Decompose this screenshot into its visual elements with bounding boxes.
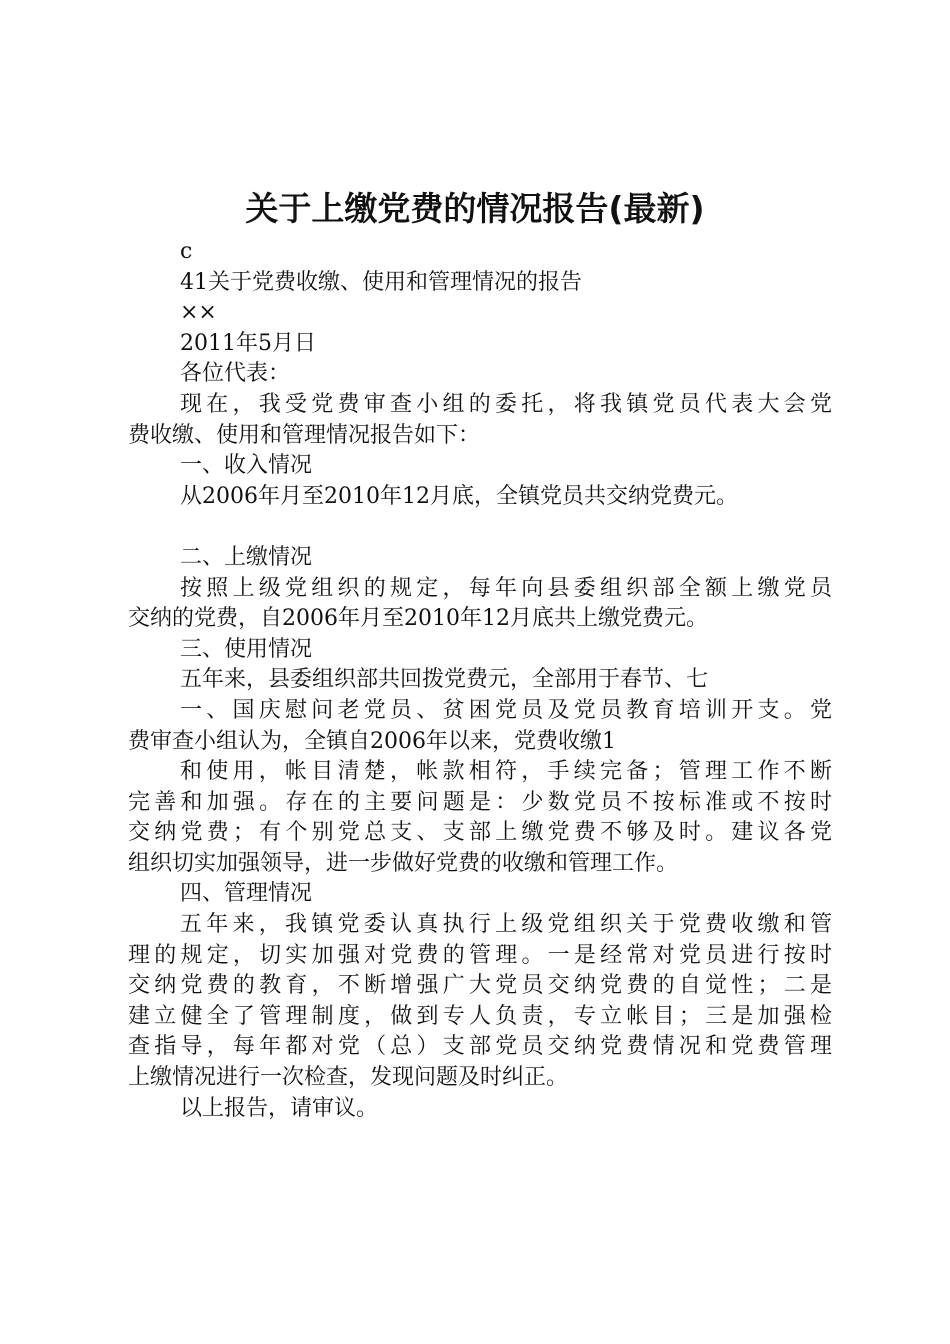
paragraph-line: 费审查小组认为，全镇自2006年以来，党费收缴1	[128, 728, 616, 754]
paragraph-line: 现在，我受党费审查小组的委托，将我镇党员代表大会党	[180, 391, 832, 417]
paragraph-line: 上缴情况进行一次检查，发现问题及时纠正。	[128, 1065, 569, 1091]
section-heading-remittance: 二、上缴情况	[180, 544, 313, 570]
body-line-subtitle: 41关于党费收缴、使用和管理情况的报告	[180, 269, 582, 295]
paragraph-line: 五年来，县委组织部共回拨党费元，全部用于春节、七	[180, 667, 709, 693]
paragraph-line: 费收缴、使用和管理情况报告如下：	[128, 422, 481, 448]
paragraph-line: 查指导，每年都对党（总）支部党员交纳党费情况和党费管理	[128, 1034, 832, 1060]
paragraph-line: 建立健全了管理制度，做到专人负责，专立帐目；三是加强检	[128, 1003, 832, 1029]
paragraph-line: 五年来，我镇党委认真执行上级党组织关于党费收缴和管	[180, 912, 832, 938]
paragraph-line: 交纳党费；有个别党总支、支部上缴党费不够及时。建议各党	[128, 820, 832, 846]
paragraph-line: 完善和加强。存在的主要问题是：少数党员不按标准或不按时	[128, 789, 832, 815]
paragraph-line: 交纳的党费，自2006年月至2010年12月底共上缴党费元。	[128, 606, 708, 632]
closing-line: 以上报告，请审议。	[180, 1095, 379, 1121]
paragraph-line: 和使用，帐目清楚，帐款相符，手续完备；管理工作不断	[180, 759, 832, 785]
body-line-code: c	[180, 239, 193, 264]
paragraph-line: 理的规定，切实加强对党费的管理。一是经常对党员进行按时	[128, 942, 832, 968]
document-body	[128, 237, 832, 1124]
paragraph-line: 按照上级党组织的规定，每年向县委组织部全额上缴党员	[180, 575, 832, 601]
section-heading-usage: 三、使用情况	[180, 636, 313, 662]
section-heading-income: 一、收入情况	[180, 453, 313, 479]
section-heading-management: 四、管理情况	[180, 881, 313, 907]
body-line-author: ××	[180, 300, 217, 326]
body-line-salutation: 各位代表：	[180, 361, 291, 387]
paragraph-line: 一、国庆慰问老党员、贫困党员及党员教育培训开支。党	[180, 697, 832, 723]
blank-line	[128, 512, 832, 543]
paragraph-line: 交纳党费的教育，不断增强广大党员交纳党费的自觉性；二是	[128, 973, 832, 999]
paragraph-line: 从2006年月至2010年12月底，全镇党员共交纳党费元。	[180, 483, 738, 509]
body-line-date: 2011年5月日	[180, 330, 316, 356]
paragraph-line: 组织切实加强领导，进一步做好党费的收缴和管理工作。	[128, 850, 679, 876]
document-title: 关于上缴党费的情况报告(最新)	[245, 189, 705, 228]
